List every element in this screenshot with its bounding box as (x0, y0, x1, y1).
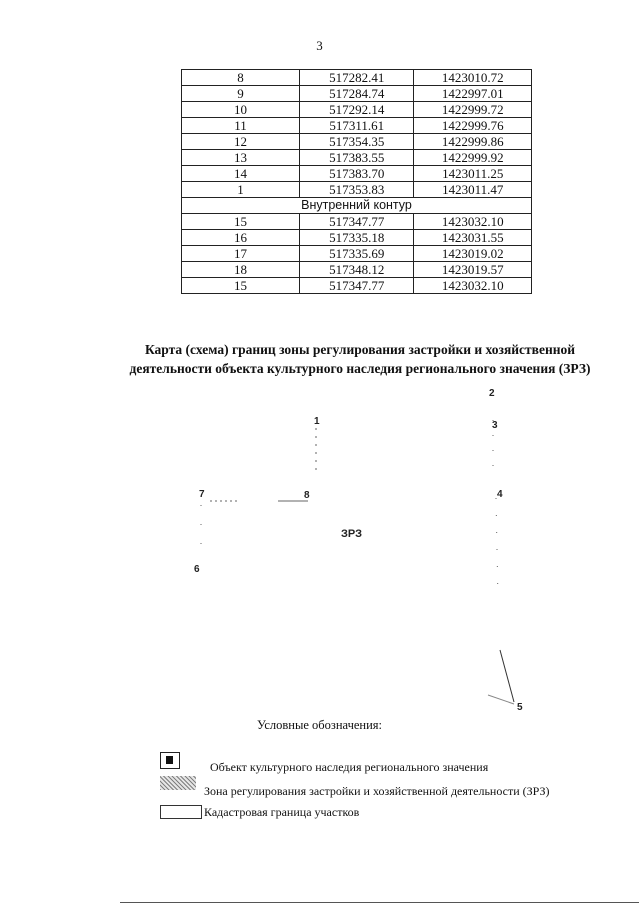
x-coordinate-cell: 517311.61 (300, 118, 414, 134)
coordinates-table-body-inner (182, 214, 532, 294)
point-label-5: 5 (517, 702, 523, 710)
table-row (182, 182, 532, 198)
table-row (182, 214, 532, 230)
point-label-8: 8 (304, 490, 310, 501)
point-number-cell: 10 (182, 102, 300, 118)
heritage-object-icon (160, 752, 180, 769)
y-coordinate-cell: 1422999.76 (414, 118, 532, 134)
point-label-7: 7 (199, 489, 205, 500)
boundary-map-svg (180, 380, 540, 710)
table-row (182, 278, 532, 294)
boundary-segment-5-base (488, 695, 514, 704)
boundary-segment-5 (500, 650, 514, 702)
y-coordinate-cell: 1423019.02 (414, 246, 532, 262)
section-label: Внутренний контур (182, 198, 532, 214)
point-number-cell: 14 (182, 166, 300, 182)
x-coordinate-cell: 517348.12 (300, 262, 414, 278)
coordinates-table-section (182, 198, 532, 214)
x-coordinate-cell: 517292.14 (300, 102, 414, 118)
point-number-cell: 13 (182, 150, 300, 166)
table-row (182, 70, 532, 86)
point-number-cell: 15 (182, 214, 300, 230)
zone-label: ЗРЗ (341, 528, 362, 540)
x-coordinate-cell: 517354.35 (300, 134, 414, 150)
point-number-cell: 16 (182, 230, 300, 246)
table-row (182, 118, 532, 134)
footer-rule (120, 902, 639, 903)
point-label-3: 3 (492, 420, 498, 431)
legend-item-text: Объект культурного наследия регионального значения (210, 760, 489, 774)
point-number-cell: 18 (182, 262, 300, 278)
x-coordinate-cell: 517383.55 (300, 150, 414, 166)
table-row (182, 86, 532, 102)
x-coordinate-cell: 517282.41 (300, 70, 414, 86)
map-title-line-1: Карта (схема) границ зоны регулирования застройки и хозяйственной (144, 342, 576, 357)
legend-item-text: Зона регулирования застройки и хозяйственной деятельности (ЗРЗ) (204, 784, 550, 798)
map-boundary-lines (201, 420, 514, 704)
point-number-cell: 8 (182, 70, 300, 86)
zone-hatch-icon (160, 776, 196, 790)
x-coordinate-cell: 517347.77 (300, 214, 414, 230)
y-coordinate-cell: 1423011.25 (414, 166, 532, 182)
point-number-cell: 11 (182, 118, 300, 134)
y-coordinate-cell: 1422999.86 (414, 134, 532, 150)
table-row (182, 230, 532, 246)
x-coordinate-cell: 517335.18 (300, 230, 414, 246)
page-number: 3 (316, 38, 323, 53)
point-number-cell: 9 (182, 86, 300, 102)
y-coordinate-cell: 1422997.01 (414, 86, 532, 102)
y-coordinate-cell: 1423031.55 (414, 230, 532, 246)
table-row (182, 150, 532, 166)
point-number-cell: 12 (182, 134, 300, 150)
x-coordinate-cell: 517353.83 (300, 182, 414, 198)
map-title-line-2: деятельности объекта культурного наследия регионального значения (ЗРЗ) (129, 361, 591, 376)
table-row (182, 246, 532, 262)
coordinates-table (181, 69, 532, 294)
coordinates-table-body-outer (182, 70, 532, 198)
x-coordinate-cell: 517284.74 (300, 86, 414, 102)
y-coordinate-cell: 1423032.10 (414, 214, 532, 230)
map-title (90, 340, 630, 378)
table-row-section (182, 198, 532, 214)
table-row (182, 102, 532, 118)
table-row (182, 166, 532, 182)
table-row (182, 262, 532, 278)
point-label-2: 2 (489, 388, 495, 399)
legend-title: Условные обозначения: (256, 718, 383, 732)
boundary-map (180, 380, 540, 710)
point-label-4: 4 (497, 489, 503, 500)
point-label-1: 1 (314, 416, 320, 427)
cadastral-boundary-icon (160, 805, 202, 819)
y-coordinate-cell: 1423019.57 (414, 262, 532, 278)
y-coordinate-cell: 1422999.92 (414, 150, 532, 166)
y-coordinate-cell: 1423032.10 (414, 278, 532, 294)
y-coordinate-cell: 1423010.72 (414, 70, 532, 86)
x-coordinate-cell: 517347.77 (300, 278, 414, 294)
y-coordinate-cell: 1422999.72 (414, 102, 532, 118)
boundary-segment-4-5 (496, 498, 498, 600)
x-coordinate-cell: 517335.69 (300, 246, 414, 262)
y-coordinate-cell: 1423011.47 (414, 182, 532, 198)
legend-item-text: Кадастровая граница участков (204, 805, 360, 819)
point-number-cell: 1 (182, 182, 300, 198)
x-coordinate-cell: 517383.70 (300, 166, 414, 182)
table-row (182, 134, 532, 150)
point-label-6: 6 (194, 564, 200, 575)
point-number-cell: 15 (182, 278, 300, 294)
point-number-cell: 17 (182, 246, 300, 262)
